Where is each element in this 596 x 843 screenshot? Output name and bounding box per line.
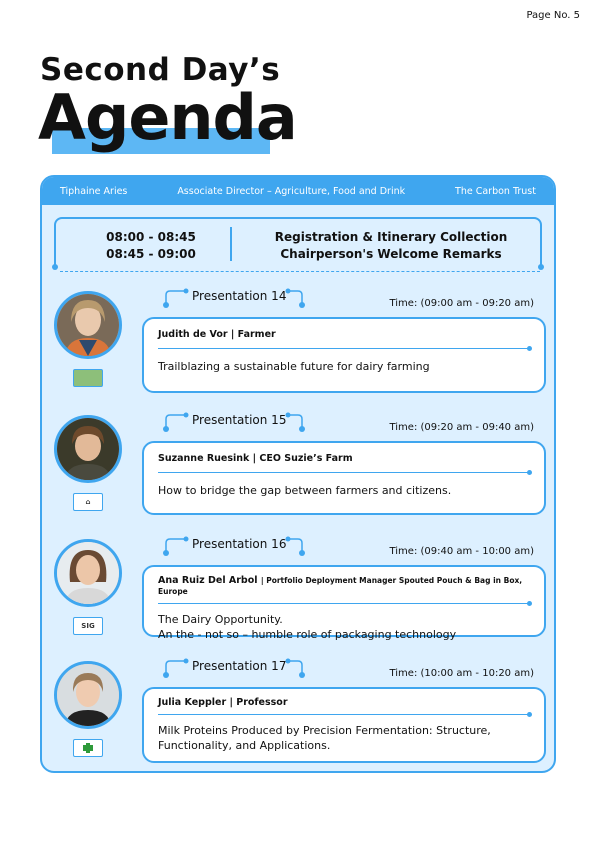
presentation-block <box>42 537 556 649</box>
card-divider <box>158 348 530 349</box>
chair-organization: The Carbon Trust <box>455 185 536 197</box>
registration-time-1: 08:00 - 08:45 <box>106 230 196 244</box>
connector-dot <box>52 264 58 270</box>
registration-session-2: Chairperson's Welcome Remarks <box>280 247 502 261</box>
presentation-card <box>142 317 546 393</box>
speaker-role: | Portfolio Deployment Manager Spouted Pouch & Bag in Box, Europe <box>158 576 523 596</box>
logo-text: ⌂ <box>85 498 91 506</box>
connector-dot <box>538 264 544 270</box>
registration-time-2: 08:45 - 09:00 <box>106 247 196 261</box>
speaker-name: Judith de Vor <box>158 329 228 340</box>
talk-title-line: The Dairy Opportunity. <box>158 613 283 626</box>
organization-logo <box>73 617 103 635</box>
speaker-line <box>158 575 530 597</box>
presentation-time: Time: (09:40 am - 10:00 am) <box>389 546 534 557</box>
presentation-card <box>142 565 546 641</box>
leaf-icon <box>82 743 94 753</box>
chairperson-header <box>42 177 554 205</box>
presentation-card <box>142 687 546 763</box>
presentation-card <box>142 441 546 515</box>
page-number: Page No. 5 <box>526 10 580 21</box>
speaker-name: Ana Ruiz Del Arbol <box>158 575 258 586</box>
organization-logo <box>73 739 103 757</box>
speaker-photo <box>54 415 122 483</box>
speaker-role: | Farmer <box>230 329 276 340</box>
organization-logo <box>73 493 103 511</box>
card-divider <box>158 472 530 473</box>
presentation-label: Presentation 15 <box>192 413 287 427</box>
person-icon <box>57 294 119 356</box>
person-icon <box>57 542 119 604</box>
speaker-line <box>158 697 530 708</box>
speaker-role: | CEO Suzie’s Farm <box>252 453 353 464</box>
talk-title-line: How to bridge the gap between farmers and citizens. <box>158 484 452 497</box>
speaker-name: Suzanne Ruesink <box>158 453 250 464</box>
talk-title-line: An the - not so – humble role of packaging technology <box>158 628 457 641</box>
speaker-line <box>158 453 530 464</box>
card-divider <box>158 714 530 715</box>
logo-text: SIG <box>81 622 95 630</box>
talk-title-line: Milk Proteins Produced by Precision Fermentation: Structure, <box>158 724 491 737</box>
chair-name: Tiphaine Aries <box>60 185 128 197</box>
title-line-1: Second Day’s <box>40 52 281 88</box>
registration-sessions <box>266 229 516 263</box>
organization-logo <box>73 369 103 387</box>
presentation-label: Presentation 16 <box>192 537 287 551</box>
dashed-divider <box>60 271 540 272</box>
presentation-label: Presentation 17 <box>192 659 287 673</box>
title-line-2: Agenda <box>38 81 297 154</box>
agenda-panel <box>40 175 556 773</box>
registration-box <box>54 217 542 267</box>
presentation-label: Presentation 14 <box>192 289 287 303</box>
registration-session-1: Registration & Itinerary Collection <box>274 230 508 244</box>
registration-times <box>106 229 196 263</box>
speaker-name: Julia Keppler <box>158 697 227 708</box>
person-icon <box>57 418 119 480</box>
speaker-photo <box>54 661 122 729</box>
speaker-role: | Professor <box>229 697 288 708</box>
registration-divider <box>230 227 232 261</box>
person-icon <box>57 664 119 726</box>
presentation-time: Time: (09:00 am - 09:20 am) <box>389 298 534 309</box>
speaker-photo <box>54 539 122 607</box>
presentation-block <box>42 289 556 401</box>
speaker-photo <box>54 291 122 359</box>
speaker-line <box>158 329 530 340</box>
talk-title-line: Functionality, and Applications. <box>158 739 331 752</box>
presentation-time: Time: (10:00 am - 10:20 am) <box>389 668 534 679</box>
presentation-block <box>42 659 556 771</box>
presentation-block <box>42 413 556 525</box>
talk-title-line: Trailblazing a sustainable future for dairy farming <box>158 360 430 373</box>
chair-role: Associate Director – Agriculture, Food and Drink <box>177 185 406 197</box>
presentation-time: Time: (09:20 am - 09:40 am) <box>389 422 534 433</box>
card-divider <box>158 603 530 604</box>
